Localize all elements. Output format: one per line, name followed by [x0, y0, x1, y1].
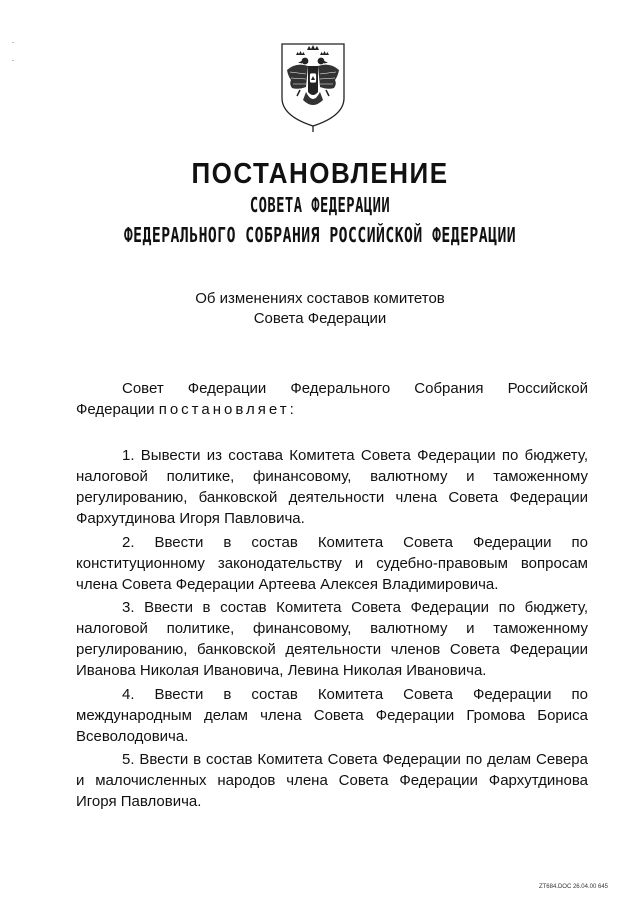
resolution-item: 1. Вывести из состава Комитета Совета Федерации по бюджету, налоговой политике, финансовому, валютному и таможенному регулированию, банковской деятельности члена Совета Федерации Фархутдинова Игоря Павловича. — [76, 447, 588, 527]
scan-speck — [12, 60, 14, 61]
resolution-item: 4. Ввести в состав Комитета Совета Федерации по международным делам члена Совета Федерации Громова Бориса Всеволодовича. — [76, 685, 588, 745]
issuer-line-1: СОВЕТА ФЕДЕРАЦИИ — [249, 192, 391, 218]
resolution-item: 3. Ввести в состав Комитета Совета Федерации по бюджету, налоговой политике, финансовому, валютному и таможенному регулированию, банковской деятельности членов Совета Федерации Иванова Николая Ивановича, Левина Николая Ивановича. — [76, 599, 588, 679]
subject-line-2: Совета Федерации — [253, 310, 387, 327]
document-code: ZT684.DOC 26.04.00 645 — [538, 884, 608, 890]
document-subject — [0, 289, 640, 329]
preamble-text: Совет Федерации Федерального Собрания Российской Федерации — [76, 380, 588, 418]
resolution-item: 5. Ввести в состав Комитета Совета Федерации по делам Севера и малочисленных народов члена Совета Федерации Фархутдинова Игоря Павловича. — [76, 751, 588, 810]
preamble — [76, 378, 588, 420]
resolution-item: 2. Ввести в состав Комитета Совета Федерации по конституционному законодательству и судебно-правовым вопросам члена Совета Федерации Артеева Алексея Владимировича. — [76, 533, 588, 593]
document-title: ПОСТАНОВЛЕНИЕ — [191, 156, 449, 190]
resolution-items — [76, 445, 588, 815]
preamble-verb: постановляет: — [158, 401, 297, 418]
coat-of-arms-icon — [278, 40, 348, 132]
issuer-line-2: ФЕДЕРАЛЬНОГО СОБРАНИЯ РОССИЙСКОЙ ФЕДЕРАЦИИ — [123, 222, 517, 248]
preamble-paragraph — [76, 378, 588, 420]
scan-speck — [12, 42, 14, 43]
subject-line-1: Об изменениях составов комитетов — [195, 290, 445, 307]
